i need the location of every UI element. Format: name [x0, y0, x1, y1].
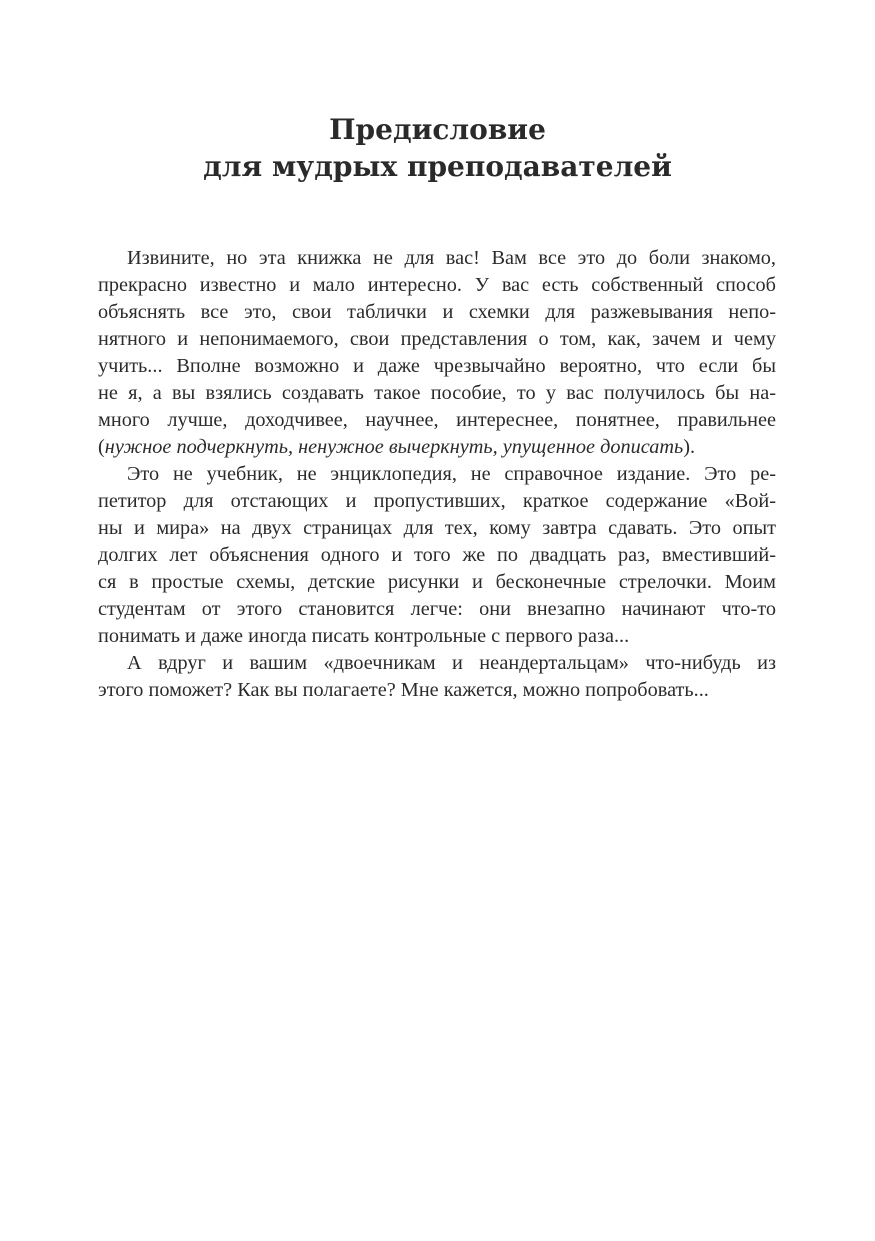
text-line: прекрасно известно и мало интересно. У вас есть собственный способ [98, 274, 776, 296]
paragraph-2 [98, 461, 776, 650]
text-line: этого поможет? Как вы полагаете? Мне кажется, можно попробовать... [98, 679, 709, 701]
close-paren: ). [683, 436, 696, 458]
paragraph-1 [98, 245, 776, 461]
text-line: объяснять все это, свои таблички и схемки для разжевывания непо- [98, 301, 776, 323]
italic-note: нужное подчеркнуть, ненужное вычеркнуть, упущенное дописать [104, 436, 684, 458]
paragraph-3 [98, 650, 776, 704]
text-line: студентам от этого становится легче: они внезапно начинают что-то [98, 598, 776, 620]
text-line-last [98, 434, 776, 461]
text-line: петитор для отстающих и пропустивших, краткое содержание «Вой- [98, 490, 776, 512]
text-line: учить... Вполне возможно и даже чрезвычайно вероятно, что если бы [98, 355, 776, 377]
text-line: понимать и даже иногда писать контрольные с первого раза... [98, 625, 630, 647]
text-line: ны и мира» на двух страницах для тех, кому завтра сдавать. Это опыт [98, 517, 776, 539]
title-line-1: Предисловие [329, 113, 546, 146]
text-line: долгих лет объяснения одного и того же по двадцать раз, вместивший- [98, 544, 776, 566]
text-line: нятного и непонимаемого, свои представления о том, как, зачем и чему [98, 328, 776, 350]
title-line-2: для мудрых преподавателей [203, 150, 672, 183]
text-line: Извините, но эта книжка не для вас! Вам все это до боли знакомо, [127, 247, 776, 269]
text-line: много лучше, доходчивее, научнее, интереснее, понятнее, правильнее [98, 409, 776, 431]
text-line: А вдруг и вашим «двоечникам и неандертальцам» что-нибудь из [127, 652, 776, 674]
page-title [0, 111, 875, 185]
text-line: Это не учебник, не энциклопедия, не справочное издание. Это ре- [127, 463, 776, 485]
body-text [98, 245, 776, 704]
open-paren: ( [98, 436, 105, 458]
text-line: не я, а вы взялись создавать такое пособие, то у вас получилось бы на- [98, 382, 776, 404]
text-line: ся в простые схемы, детские рисунки и бесконечные стрелочки. Моим [98, 571, 776, 593]
